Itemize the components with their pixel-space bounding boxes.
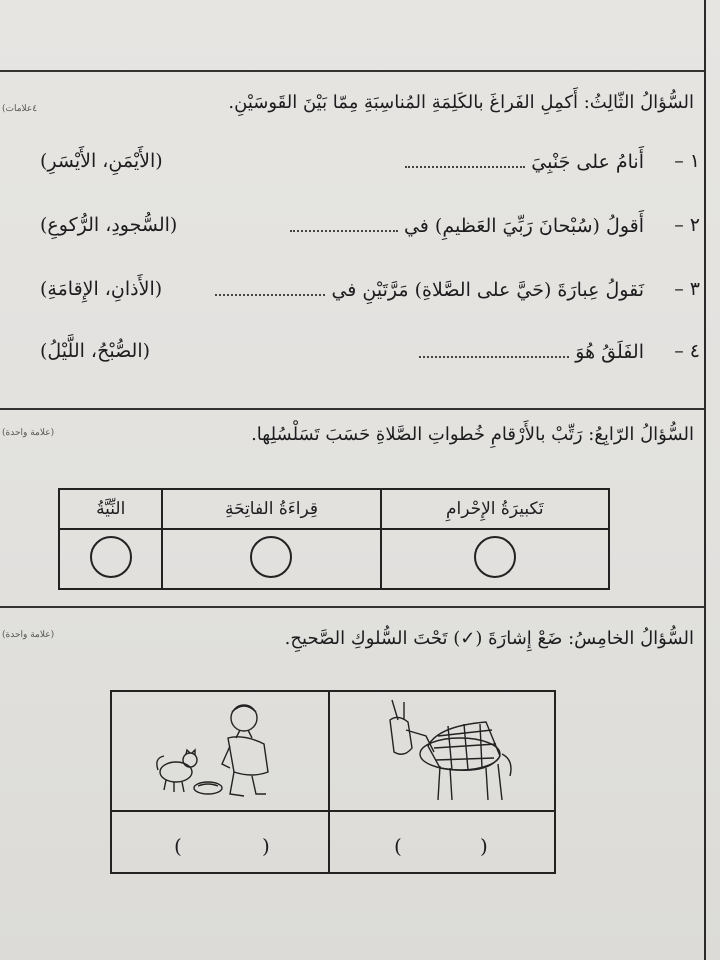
step-takbir: تَكبيرَةُ الإِحْرامِ — [381, 489, 609, 529]
section-divider-top — [0, 70, 704, 72]
q3-item-2-number: ٢ – — [674, 214, 700, 236]
order-circle-niyyah[interactable] — [90, 536, 132, 578]
check-answer-slot-right[interactable] — [404, 818, 478, 862]
q3-item-2 — [40, 214, 700, 244]
answer-blank-1[interactable] — [405, 150, 525, 168]
q3-item-4 — [40, 340, 700, 370]
step-fatiha: قِراءَةُ الفاتِحَةِ — [162, 489, 380, 529]
q3-item-1-text: أَنامُ على جَنْبِيَ — [531, 151, 644, 173]
q5-title: السُّؤالُ الخامِسُ: ضَعْ إِشارَةَ (✓) تَحْتَ السُّلوكِ الصَّحيحِ. — [284, 628, 694, 649]
order-circle-takbir[interactable] — [474, 536, 516, 578]
q5-marks: (علامة واحدة) — [2, 630, 55, 640]
step-niyyah: النِّيَّةُ — [59, 489, 162, 529]
q3-item-4-options: (الصُّبْحُ، اللَّيْلُ) — [40, 340, 151, 362]
q3-item-3-number: ٣ – — [674, 278, 700, 300]
behavior-picture-table — [110, 690, 556, 874]
check-answer-slot-left[interactable] — [184, 818, 260, 862]
answer-paren-close-right: ) — [480, 834, 488, 858]
q3-item-2-options: (السُّجودِ، الرُّكوعِ) — [40, 214, 178, 236]
answer-paren-open-right: ( — [394, 834, 402, 858]
prayer-steps-table — [58, 488, 610, 590]
overloaded-donkey-illustration — [368, 696, 538, 806]
q3-item-2-text: أَقولُ (سُبْحانَ رَبِّيَ العَظيمِ) في — [403, 215, 644, 237]
q3-item-4-number: ٤ – — [674, 340, 700, 362]
section-divider-q5 — [0, 606, 704, 608]
section-divider-q4 — [0, 408, 704, 410]
answer-blank-3[interactable] — [215, 278, 325, 296]
q3-title: السُّؤالُ الثّالِثُ: أَكمِلِ الفَراغَ بالكَلِمَةِ المُناسِبَةِ مِمّا بَيْنَ القَوسَيْنِ. — [228, 92, 694, 113]
page-border-right — [704, 0, 706, 960]
q3-item-3 — [40, 278, 700, 308]
q3-item-4-text: الفَلَقُ هُوَ — [575, 341, 644, 363]
order-circle-fatiha[interactable] — [250, 536, 292, 578]
answer-blank-4[interactable] — [419, 340, 569, 358]
q4-marks: (علامة واحدة) — [2, 428, 55, 438]
q3-item-3-options: (الأَذانِ، الإِقامَةِ) — [40, 278, 163, 300]
q3-item-1-number: ١ – — [674, 150, 700, 172]
q3-item-3-text: نَقولُ عِبارَةَ (حَيَّ على الصَّلاةِ) مَرَّتَيْنِ في — [331, 279, 644, 301]
answer-paren-open-left: ( — [174, 834, 182, 858]
q3-marks: (٤علامات — [2, 104, 38, 114]
q3-item-1-options: (الأَيْمَنِ، الأَيْسَرِ) — [40, 150, 163, 172]
answer-blank-2[interactable] — [290, 214, 398, 232]
q3-item-1 — [40, 150, 700, 180]
boy-feeding-cat-illustration — [152, 698, 302, 806]
q4-title: السُّؤالُ الرّابِعُ: رَتِّبْ بالأَرْقامِ خُطواتِ الصَّلاةِ حَسَبَ تَسَلْسُلِها. — [251, 424, 694, 445]
answer-paren-close-left: ) — [262, 834, 270, 858]
